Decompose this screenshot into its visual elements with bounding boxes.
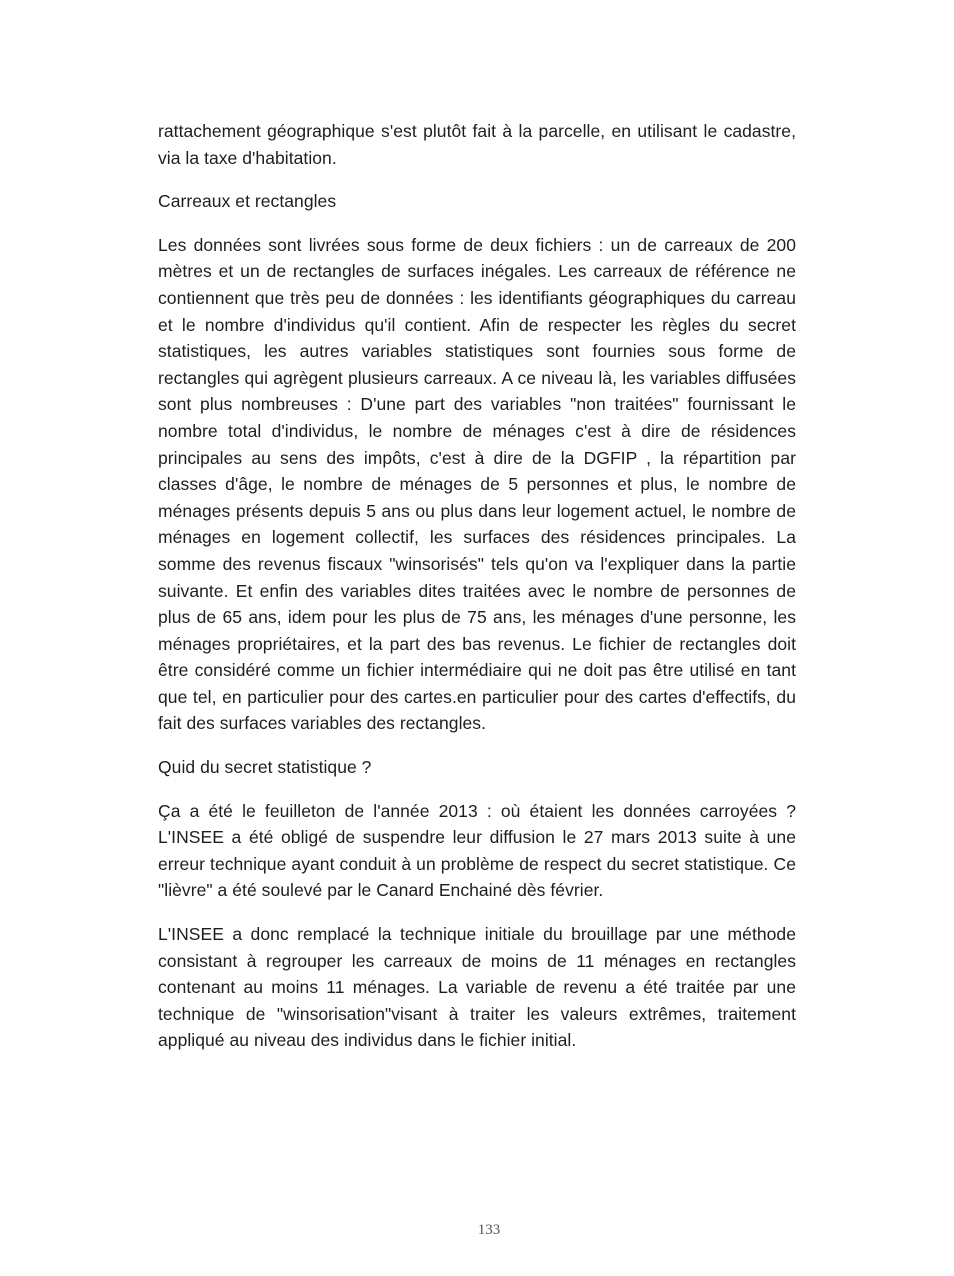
- section-heading-carreaux-rectangles: Carreaux et rectangles: [158, 191, 337, 212]
- section-heading-secret-statistique: Quid du secret statistique ?: [158, 757, 372, 778]
- paragraph-donnees-livrees: Les données sont livrées sous forme de deux fichiers : un de carreaux de 200 mètres et un de rectangles de surfaces inégales. Les carreaux de référence ne contiennent que très peu de données : les identifiants géographiques du carreau et le nombre d'individus qu'il contient. Afin de respecter les règles du secret statistiques, les autres variables statistiques sont fournies sous forme de rectangles qui agrègent plusieurs carreaux. A ce niveau là, les variables diffusées sont plus nombreuses : D'une part des variables "non traitées" fournissant le nombre total d'individus, le nombre de ménages c'est à dire de résidences principales au sens des impôts, c'est à dire de la DGFIP , la répartition par classes d'âge, le nombre de ménages de 5 personnes et plus, le nombre de ménages présents depuis 5 ans ou plus dans leur logement actuel, le nombre de ménages en logement collectif, les surfaces des résidences principales. La somme des revenus fiscaux "winsorisés" tels qu'on va l'expliquer dans la partie suivante. Et enfin des variables dites traitées avec le nombre de personnes de plus de 65 ans, idem pour les plus de 75 ans, les ménages d'une personne, les ménages propriétaires, et la part des bas revenus. Le fichier de rectangles doit être considéré comme un fichier intermédiaire qui ne doit pas être utilisé en tant que tel, en particulier pour des cartes.en particulier pour des cartes d'effectifs, du fait des surfaces variables des rectangles.: [158, 234, 796, 734]
- paragraph-rattachement: rattachement géographique s'est plutôt fait à la parcelle, en utilisant le cadastre, via la taxe d'habitation.: [158, 121, 796, 168]
- page-number: 133: [477, 1222, 501, 1238]
- paragraph-insee-remplacement: L'INSEE a donc remplacé la technique initiale du brouillage par une méthode consistant à regrouper les carreaux de moins de 11 ménages en rectangles contenant au moins 11 ménages. La variable de revenu a été traitée par une technique de "winsorisation"visant à traiter les valeurs extrêmes, traitement appliqué au niveau des individus dans le fichier initial.: [158, 924, 796, 1051]
- document-page-body: [158, 118, 796, 1071]
- paragraph-feuilleton-2013: Ça a été le feuilleton de l'année 2013 : où étaient les données carroyées ? L'INSEE a été obligé de suspendre leur diffusion le 27 mars 2013 suite à une erreur technique ayant conduit à un problème de respect du secret statistique. Ce "lièvre" a été soulevé par le Canard Enchainé dès février.: [158, 800, 796, 901]
